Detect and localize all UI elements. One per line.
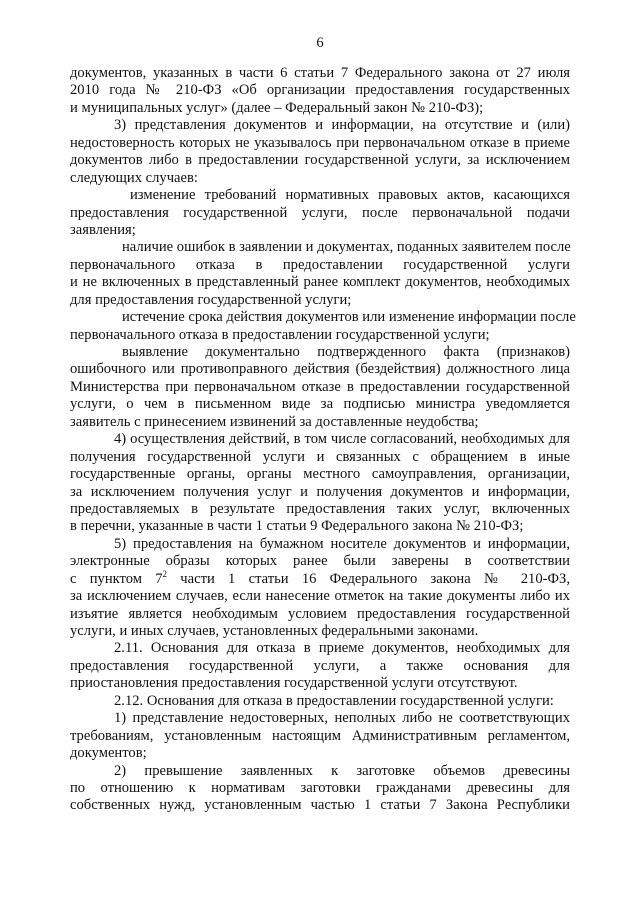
text-line: 1) представление недостоверных, неполных либо не соответствующих [114,710,570,727]
text-line: собственных нужд, установленным частью 1 статьи 7 Закона Республики [70,797,570,814]
text-line: 4) осуществления действий, в том числе согласований, необходимых для [114,431,570,448]
text-line: услуги, о чем в письменном виде за подписью министра уведомляется [70,396,570,413]
text-line: электронные образы которых ранее были заверены в соответствии [70,553,570,570]
superscript: 2 [162,568,168,579]
text-line: первоначального отказа в предоставлении государственной услуги [70,256,570,273]
text-line: изъятие является необходимым условием предоставления государственной [70,605,570,622]
text-line: недостоверность которых не указывалось при первоначальном отказе в приеме [70,134,570,151]
body-text [70,65,576,815]
text-line: 2.11. Основания для отказа в приеме документов, необходимых для [114,640,570,657]
text-line: предоставления государственной услуги, а также основания для [70,657,570,674]
text-line: истечение срока действия документов или изменение информации после [122,309,576,326]
text-line: требованиям, установленным настоящим Административным регламентом, [70,727,570,744]
text-line: заявления; [70,221,136,238]
text-line: для предоставления государственной услуги; [70,291,352,308]
text-line: по отношению к нормативам заготовки гражданами древесины для [70,779,570,796]
text-line: наличие ошибок в заявлении и документах, поданных заявителем после [122,239,571,256]
text-line: Министерства при первоначальном отказе в предоставлении государственной [70,378,570,395]
text-line: приостановления предоставления государственной услуги отсутствуют. [70,675,518,692]
text-line: выявление документально подтвержденного факта (признаков) [122,344,570,360]
text-line: предоставляемых в результате предоставления таких услуг, включенных [70,500,570,517]
text-fragment: с пунктом 7 [70,570,163,587]
text-line: услуги, и иных случаев, установленных федеральными законами. [70,623,479,639]
text-line: документов, указанных в части 6 статьи 7 Федерального закона от 27 июля [70,65,570,81]
text-line: заявитель с принесением извинений за доставленные неудобства; [70,413,479,430]
text-line: за исключением случаев, если нанесение отметок на такие документы либо их [70,588,570,605]
text-line: получения государственной услуги и связанных с обращением в иные [70,448,570,465]
text-line: 5) предоставления на бумажном носителе документов и информации, [114,535,570,552]
text-fragment: части 1 статьи 16 Федерального закона № 210-ФЗ, [167,570,570,587]
text-line: изменение требований нормативных правовых актов, касающихся [130,187,570,204]
page-number: 6 [316,35,324,51]
text-line: 2010 года № 210-ФЗ «Об организации предоставления государственных [70,82,570,99]
text-line: 2.12. Основания для отказа в предоставлении государственной услуги: [114,692,554,709]
text-line: в перечни, указанные в части 1 статьи 9 Федерального закона № 210-ФЗ; [70,518,524,535]
text-line: 2) превышение заявленных к заготовке объемов древесины [114,762,570,779]
text-line: ошибочного или противоправного действия (бездействия) должностного лица [70,361,570,378]
text-line-with-superscript [70,568,570,588]
text-line: следующих случаев: [70,169,198,186]
text-line: государственные органы, органы местного самоуправления, организации, [70,466,570,483]
text-line: 3) представления документов и информации, на отсутствие и (или) [114,117,570,134]
text-line: за исключением получения услуг и получения документов и информации, [70,483,570,500]
text-line: и муниципальных услуг» (далее – Федеральный закон № 210-ФЗ); [70,99,484,116]
text-line: и не включенных в представленный ранее комплект документов, необходимых [70,274,570,291]
text-line: документов либо в предоставлении государственной услуги, за исключением [70,152,570,169]
text-line: документов; [70,745,147,762]
text-line: первоначального отказа в предоставлении государственной услуги; [70,326,490,343]
text-line: предоставления государственной услуги, после первоначальной подачи [70,204,570,221]
